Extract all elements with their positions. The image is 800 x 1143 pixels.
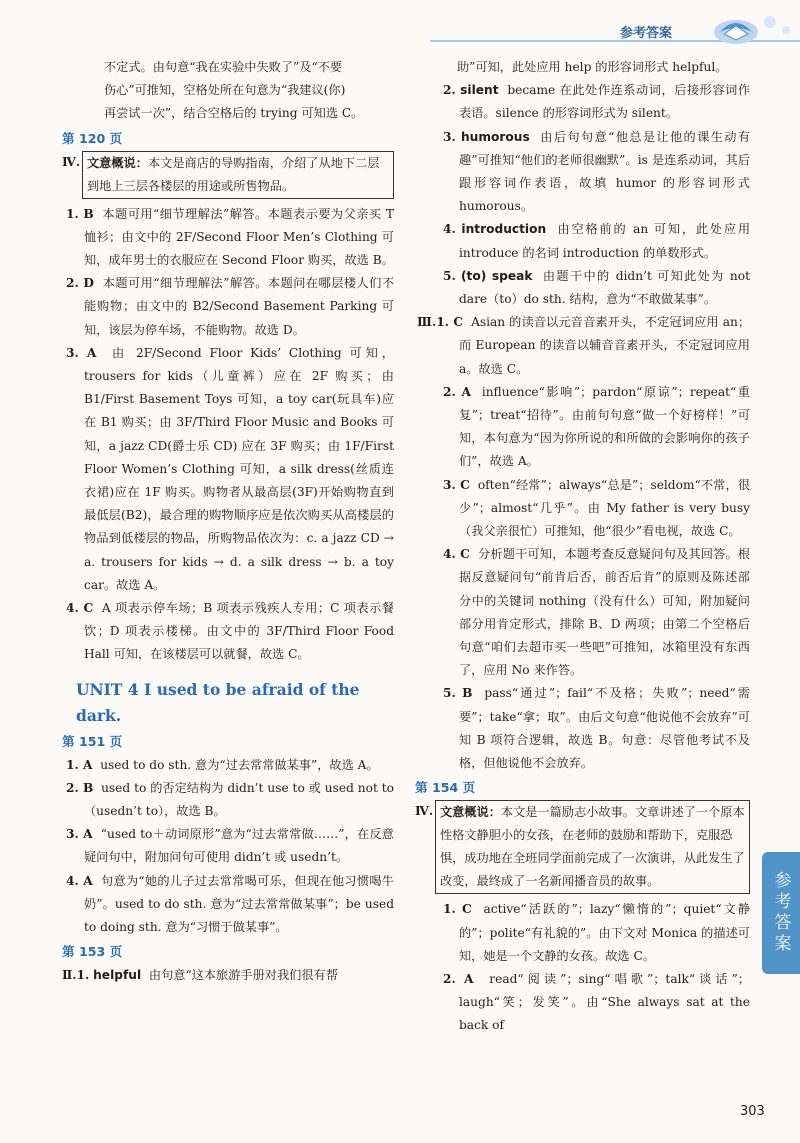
summary-box	[435, 800, 750, 894]
answer-item: 1. B 本题可用“细节理解法”解答。本题表示要为父亲买 T 恤衫；由文中的 2F/Second Floor Men’s Clothing 可知，成年男士的衣服应在 Second Floor 购买，故选 B。	[66, 206, 394, 268]
page-151-heading: 第 151 页	[62, 733, 123, 749]
answer-item: 4. C 分析题干可知，本题考查反意疑问句及其回答。根据反意疑问句“前肯后否，前否后肯”的原则及陈述部分中的关键词 nothing（没有什么）可知，附加疑问部分用肯定形式，排除 B、D 两项；由第二个空格后句意“咱们去超市买一些吧”可推知，冰箱里没有东西了，应用 No 来作答。	[443, 547, 751, 678]
page-154-heading: 第 154 页	[415, 780, 476, 796]
summary-label: 文意概说：	[440, 805, 501, 820]
book-emblem-icon	[690, 6, 800, 50]
answer-item: 2. D 本题可用“细节理解法”解答。本题问在哪层楼人们不能购物；由文中的 B2/Second Basement Parking 可知，该层为停车场，不能购物。故选 D。	[66, 276, 395, 337]
answer-item: 1. C active“活跃的”；lazy“懒惰的”；quiet“文静的”；polite“有礼貌的”。由下文对 Monica 的描述可知，她是一个文静的女孩。故选 C。	[443, 902, 750, 963]
summary-text: 本文是一篇励志小故事。文章讲述了一个原本性格文静胆小的女孩，在老师的鼓励和帮助下，克服恐惧，成功地在全班同学面前完成了一次演讲，从此发生了改变，最终成了一名新闻播音员的故事。	[440, 805, 745, 889]
roman-numeral: Ⅳ.	[415, 804, 434, 819]
answer-item: 5. B pass“通过”；fail“不及格；失败”；need“需要”；take“拿；取”。由后文句意“他说他不会放弃”可知 B 项符合逻辑，故选 B。句意：尽管他考试不及格，但他说他不会放弃。	[443, 686, 750, 771]
roman-numeral: Ⅳ.	[62, 154, 81, 169]
answer-item: 3. A 由 2F/Second Floor Kids’ Clothing 可知，trousers for kids（儿童裤）应在 2F 购买；由 B1/First Basement Toys 可知，a toy car(玩具车)应在 B1 购买；由 3F/Third Floor Music and Books 可知，a jazz CD(爵士乐 CD) 应在 3F 购买；由 1F/First Floor Women’s Clothing 可知，a silk dress(丝质连衣裙)应在 1F 购买。购物者从最高层(3F)开始购物直到最低层(B2)，最合理的购物顺序应是依次购买从高楼层的物品到低楼层的物品，所购物品依次为：c. a jazz CD → a. trousers for kids → d. a silk dress → b. a toy car。故选 A。	[66, 345, 394, 592]
intro-line-3: 再尝试一次”，结合空格后的 trying 可知选 C。	[104, 106, 364, 121]
answer-item: 4. A 句意为“她的儿子过去常常喝可乐，但现在他习惯喝牛奶”。used to do sth. 意为“过去常常做某事”；be used to doing sth. 意为“习惯于做某事”。	[66, 873, 394, 935]
summary-box	[82, 151, 394, 199]
answer-item: 3. C often“经常”；always“总是”；seldom“不常，很少”；almost“几乎”。由 My father is very busy（我父亲很忙）可推知，他“很少”看电视，故选 C。	[443, 477, 750, 539]
summary-block-120	[62, 151, 394, 199]
intro-line: 助”可知，此处应用 help 的形容词形式 helpful。	[457, 60, 728, 74]
answer-item: 4. C A 项表示停车场；B 项表示残疾人专用；C 项表示餐饮；D 项表示楼梯。由文中的 3F/Third Floor Food Hall 可知，在该楼层可以就餐，故选 C。	[66, 601, 394, 662]
answer-item: 2. B used to 的否定结构为 didn’t use to 或 used not to（usedn’t to），故选 B。	[66, 780, 394, 819]
answer-item: Ⅱ.1. helpful 由句意“这本旅游手册对我们很有帮	[62, 968, 338, 983]
answer-item: 5. (to) speak 由题干中的 didn’t 可知此处为 not dare（to）do sth. 结构，意为“不敢做某事”。	[443, 268, 751, 307]
page-number: 303	[740, 1104, 765, 1119]
intro-line-1: 不定式。由句意“我在实验中失败了”及“不要	[104, 60, 343, 74]
right-column	[415, 56, 750, 1038]
intro-line-2: 伤心”可推知，空格处所在句意为“我建议(你)	[104, 83, 346, 98]
unit-heading: UNIT 4 I used to be afraid of the dark.	[76, 679, 360, 725]
section-side-tab	[762, 852, 800, 974]
page-153-heading: 第 153 页	[62, 944, 123, 960]
answer-item: 3. humorous 由后句句意“他总是让他的课生动有趣”可推知“他们的老师很幽默”。is 是连系动词，其后跟形容词作表语，故填 humor 的形容词形式 humorous。	[443, 129, 751, 214]
page-120-heading: 第 120 页	[62, 130, 123, 146]
answer-item: 3. A “used to＋动词原形”意为“过去常常做……”，在反意疑问句中，附加问句可使用 didn’t 或 usedn’t。	[66, 827, 394, 865]
header-title: 参考答案	[620, 26, 673, 41]
left-column	[62, 56, 394, 988]
summary-label: 文意概说：	[87, 155, 148, 170]
answer-item: 4. introduction 由空格前的 an 可知，此处应用 introduce 的名词 introduction 的单数形式。	[443, 222, 751, 260]
answer-item: 1. A used to do sth. 意为“过去常常做某事”，故选 A。	[66, 757, 379, 772]
summary-block-154	[415, 800, 750, 894]
side-tab-label: 参考答案	[770, 871, 791, 955]
answer-item: 2. silent became 在此处作连系动词，后接形容词作表语。silence 的形容词形式为 silent。	[443, 83, 751, 121]
summary-text: 本文是商店的导购指南，介绍了从地下二层到地上三层各楼层的用途或所售物品。	[87, 155, 380, 193]
answer-item: Ⅲ.1. C Asian 的读音以元音音素开头，不定冠词应用 an；而 European 的读音以辅音音素开头，不定冠词应用 a。故选 C。	[417, 315, 751, 376]
answer-item: 2. A read“阅读”；sing“唱歌”；talk“谈话”；laugh“笑；发笑”。由“She always sat at the back of	[443, 971, 750, 1033]
answer-item: 2. A influence“影响”；pardon“原谅”；repeat“重复”；treat“招待”。由前句句意“做一个好榜样！”可知，本句意为“因为你所说的和所做的会影响你的孩子们”，故选 A。	[443, 384, 750, 469]
